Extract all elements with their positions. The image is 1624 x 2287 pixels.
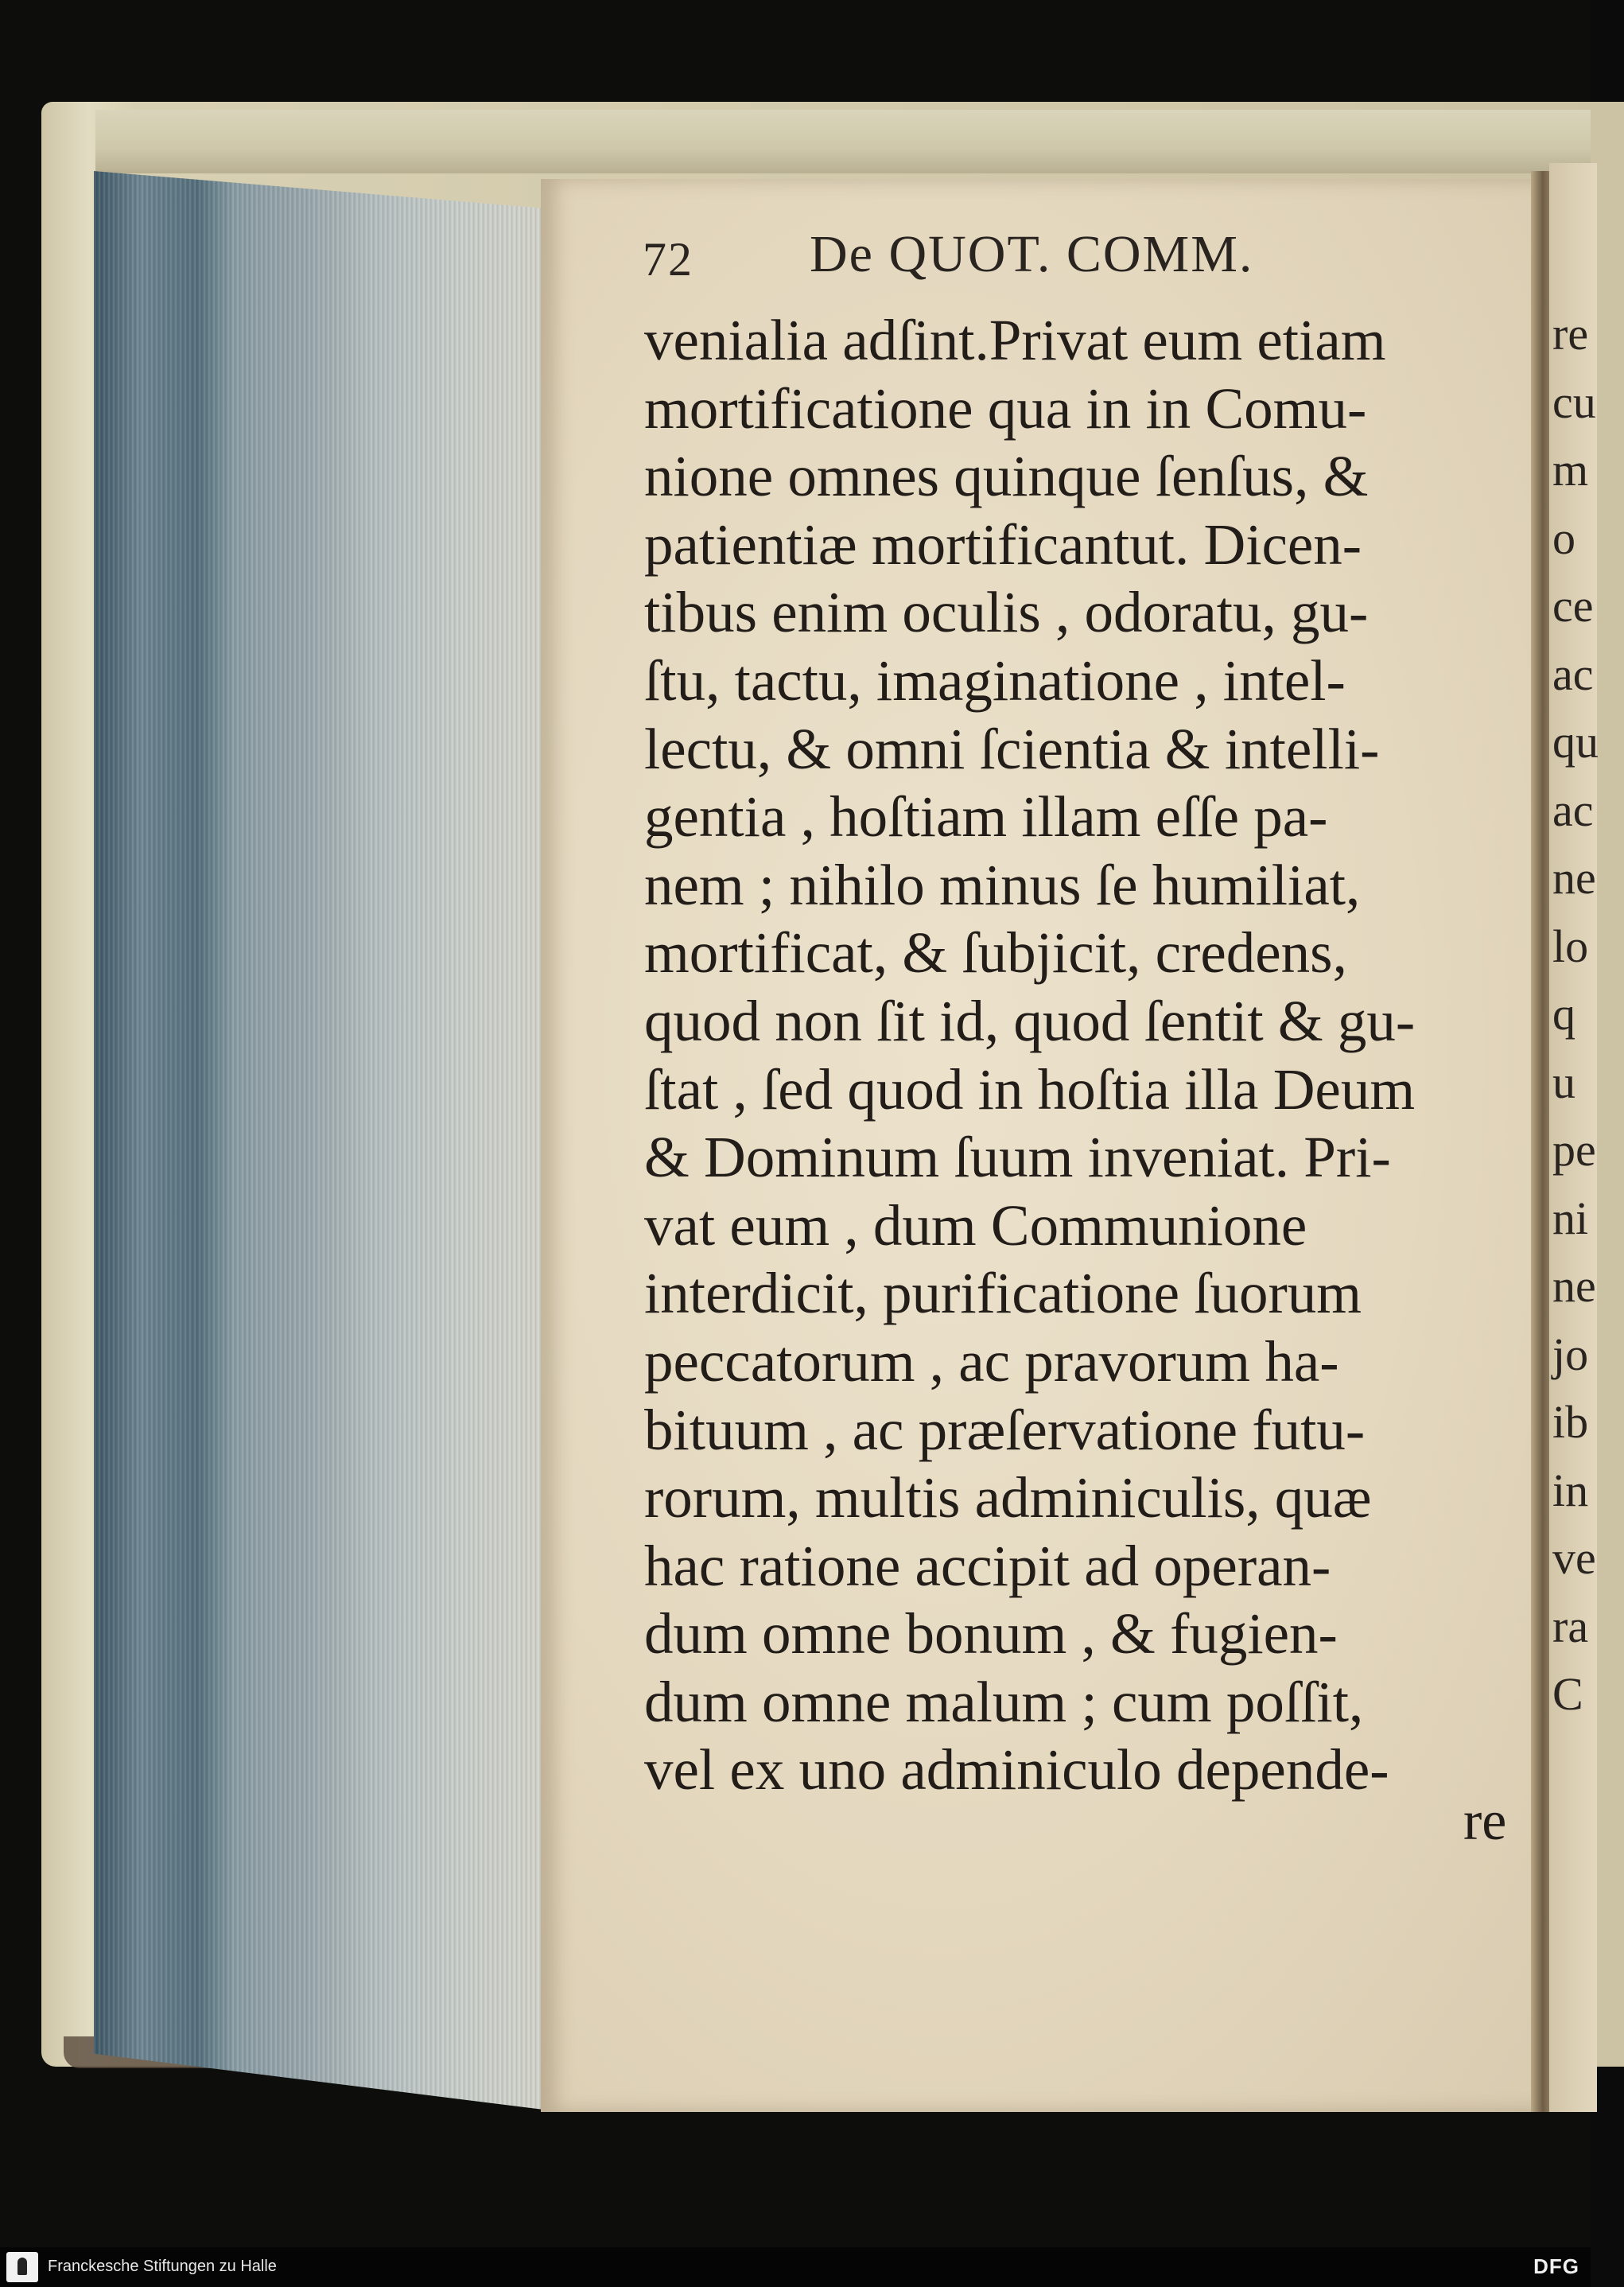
- facing-line-fragment: ne: [1552, 852, 1596, 904]
- text-line: quod non ſit id, quod ſentit & gu-: [644, 988, 1416, 1053]
- facing-line-fragment: ce: [1552, 580, 1594, 632]
- viewer-footer: [0, 2247, 1591, 2287]
- running-title: De QUOT. COMM.: [810, 225, 1254, 283]
- facing-line-fragment: ac: [1552, 784, 1594, 836]
- text-line: hac ratione accipit ad operan-: [644, 1533, 1331, 1598]
- facing-line-fragment: qu: [1552, 716, 1599, 768]
- text-line: dum omne bonum , & fugien-: [644, 1601, 1338, 1667]
- text-line: nem ; nihilo minus ſe humiliat,: [644, 852, 1361, 917]
- facing-line-fragment: q: [1552, 988, 1575, 1040]
- text-line: dum omne malum ; cum poſſit,: [644, 1669, 1364, 1734]
- text-line: ſtat , ſed quod in hoſtia illa Deum: [644, 1056, 1416, 1122]
- facing-line-fragment: re: [1552, 308, 1589, 360]
- dfg-badge: DFG: [1533, 2254, 1579, 2278]
- text-line: interdicit, purificatione ſuorum: [644, 1261, 1362, 1326]
- facing-page-lines: [1549, 163, 1597, 1729]
- institution-label: Franckesche Stiftungen zu Halle: [48, 2258, 277, 2275]
- text-line: vat eum , dum Communione: [644, 1192, 1307, 1258]
- facing-line-fragment: ac: [1552, 648, 1594, 700]
- text-line: & Dominum ſuum inveniat. Pri-: [644, 1125, 1391, 1190]
- text-line: venialia adſint.Privat eum etiam: [644, 308, 1386, 372]
- text-line: nione omnes quinque ſenſus, &: [644, 444, 1369, 509]
- institution-logo-icon: [6, 2252, 38, 2282]
- facing-line-fragment: pe: [1552, 1124, 1596, 1176]
- text-line: patientiæ mortificantut. Dicen-: [644, 511, 1362, 577]
- facing-line-fragment: m: [1552, 444, 1589, 496]
- catchword: re: [1463, 1791, 1507, 1852]
- body-text: [644, 306, 1527, 1804]
- facing-page-fragment: [1549, 163, 1597, 2112]
- facing-line-fragment: u: [1552, 1056, 1575, 1108]
- text-line: rorum, multis adminiculis, quæ: [644, 1465, 1372, 1531]
- facing-line-fragment: ni: [1552, 1192, 1589, 1244]
- text-line: ſtu, tactu, imaginatione , intel-: [644, 648, 1346, 713]
- page-number: 72: [643, 233, 694, 286]
- page-block-edges: [94, 171, 563, 2112]
- page-header: [643, 224, 1517, 288]
- facing-line-fragment: lo: [1552, 920, 1589, 972]
- text-line: vel ex uno adminiculo depende-: [644, 1737, 1389, 1803]
- cover-top-edge: [95, 110, 1591, 173]
- facing-line-fragment: in: [1552, 1464, 1589, 1516]
- facing-line-fragment: ib: [1552, 1396, 1589, 1448]
- facing-line-fragment: jo: [1552, 1328, 1589, 1380]
- facing-line-fragment: o: [1552, 511, 1575, 564]
- text-line: mortificat, & ſubjicit, credens,: [644, 920, 1347, 986]
- text-line: tibus enim oculis , odoratu, gu-: [644, 580, 1369, 645]
- text-line: gentia , hoſtiam illam eſſe pa-: [644, 784, 1328, 850]
- facing-line-fragment: C: [1552, 1668, 1583, 1720]
- facing-line-fragment: ve: [1552, 1532, 1596, 1584]
- text-line: bituum , ac præſervatione futu-: [644, 1397, 1366, 1462]
- facing-line-fragment: ne: [1552, 1260, 1596, 1312]
- text-line: peccatorum , ac pravorum ha-: [644, 1328, 1339, 1394]
- facing-line-fragment: cu: [1552, 375, 1596, 428]
- text-line: mortificatione qua in in Comu-: [644, 375, 1367, 441]
- facing-line-fragment: ra: [1552, 1600, 1589, 1652]
- text-line: lectu, & omni ſcientia & intelli-: [644, 716, 1380, 781]
